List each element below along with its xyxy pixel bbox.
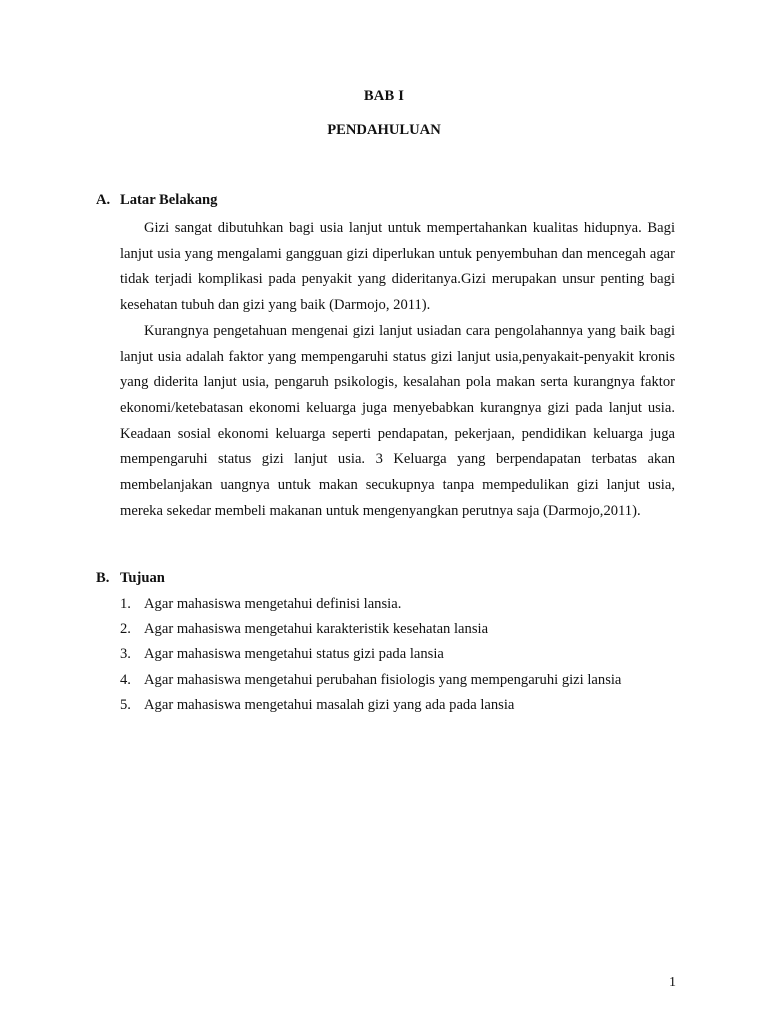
paragraph: Kurangnya pengetahuan mengenai gizi lanjut usiadan cara pengolahannya yang baik bagi lanjut usia adalah faktor yang mempengaruhi status gizi lanjut usia,penyakait-penyakit kronis yang diderita lanjut usia, pengaruh psikologis, kesalahan pola makan serta kurangnya faktor ekonomi/ketebatasan ekonomi keluarga juga menyebabkan kurangnya gizi pada lanjut usia. Keadaan sosial ekonomi keluarga seperti pendapatan, pekerjaan, pendidikan keluarga juga mempengaruhi status gizi lanjut usia. 3 Keluarga yang berpendapatan terbatas akan membelanjakan uangnya untuk makan secukupnya tanpa mempedulikan gizi lanjut usia, mereka sekedar membeli makanan untuk mengenyangkan perutnya saja (Darmojo,2011).	[120, 322, 675, 519]
list-item	[120, 592, 675, 617]
chapter-title: PENDAHULUAN	[327, 122, 441, 138]
section-letter: B.	[96, 570, 110, 586]
list-number: 5.	[120, 696, 131, 713]
section-title: Latar Belakang	[120, 192, 218, 208]
tujuan-list	[120, 592, 675, 718]
section-heading-tujuan	[96, 570, 165, 587]
list-number: 1.	[120, 596, 131, 612]
list-text: Agar mahasiswa mengetahui perubahan fisiologis yang mempengaruhi gizi lansia	[144, 671, 622, 688]
list-text: Agar mahasiswa mengetahui status gizi pada lansia	[144, 646, 444, 663]
list-number: 2.	[120, 621, 131, 638]
section-title: Tujuan	[120, 570, 165, 586]
list-item	[120, 642, 675, 667]
list-text: Agar mahasiswa mengetahui definisi lansia.	[144, 596, 402, 612]
list-number: 4.	[120, 671, 131, 688]
list-item	[120, 693, 675, 718]
list-text: Agar mahasiswa mengetahui masalah gizi yang ada pada lansia	[144, 696, 515, 713]
latar-belakang-body	[120, 216, 675, 524]
list-item	[120, 668, 675, 693]
page-number: 1	[669, 975, 676, 990]
section-letter: A.	[96, 192, 111, 208]
paragraph: Gizi sangat dibutuhkan bagi usia lanjut untuk mempertahankan kualitas hidupnya. Bagi lanjut usia yang mengalami gangguan gizi diperlukan untuk penyembuhan dan mencegah agar tidak terjadi komplikasi pada penyakit yang dideritanya.Gizi merupakan unsur penting bagi kesehatan tubuh dan gizi yang baik (Darmojo, 2011).	[120, 220, 675, 314]
list-text: Agar mahasiswa mengetahui karakteristik kesehatan lansia	[144, 621, 489, 638]
chapter-number: BAB I	[363, 88, 405, 104]
list-item	[120, 617, 675, 642]
list-number: 3.	[120, 646, 131, 663]
section-heading-latar-belakang	[96, 192, 217, 209]
